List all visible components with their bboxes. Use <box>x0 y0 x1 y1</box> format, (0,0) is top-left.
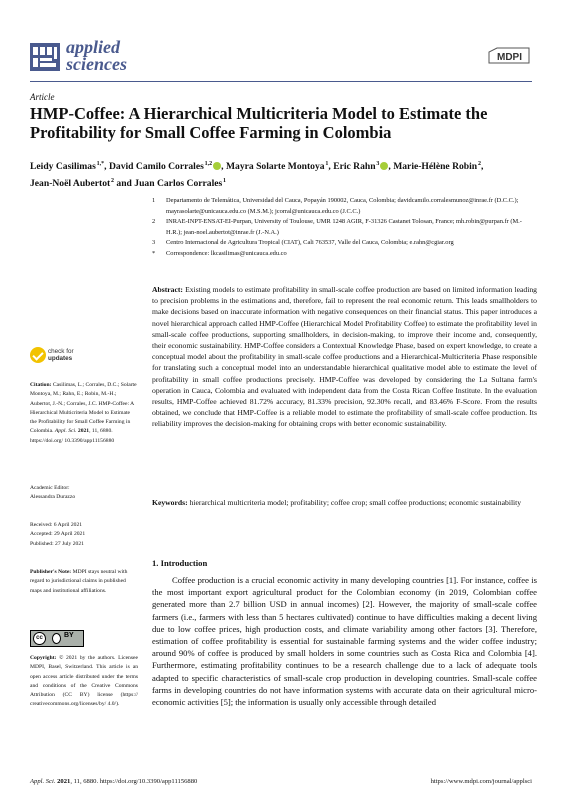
author-affil-sup: 2 <box>477 161 481 167</box>
citation-text: Casilimas, L.; Corrales, D.C.; Solarte Montoya, M.; Rahn, E.; Robin, M.-H.; Aubertot, J.-N.; Corrales, J.C. HMP-Coffee: A Hierarchical Multicriteria Model to Estimate the Profitability for Small Coffee Farming in Colombia. <box>30 382 137 435</box>
introduction-text: Coffee production is a crucial economic activity in many developing countries [1]. For instance, coffee is the most important export agricultural product for the Colombian economy (in 2019, Colombian coffee generated more than 2.7 billion USD in annual incomes) [2]. However, the majority of small-scale coffee farmers (i.e., farmers with less than 5 hectares cultivated) continue to have difficulties making a decent living due to low coffee prices, high production costs, and climate variability among other factors [3]. Therefore, estimation of coffee profitability is essential for sustainable farming systems and the wider coffee industry; around 90% of coffee is produced by small holders in some countries such as Costa Rica and Colombia [4]. Furthermore, estimating profitability continues to be a research challenge due to a lack of adequate tools adapted to specific characteristics of small-scale crop production in developing countries. Small-scale coffee farms in developing countries do not have information systems with accurate data on their agricultural micro-economic activities [5]; the information is usually only accessible through detailed <box>152 575 537 708</box>
footer-journal: Appl. Sci. <box>30 778 56 785</box>
check-updates-line2: updates <box>48 355 73 362</box>
check-updates-line1: check for <box>48 348 74 355</box>
orcid-icon[interactable] <box>213 161 224 173</box>
publisher-label: MDPI <box>497 52 522 63</box>
citation-block <box>30 381 138 446</box>
cc-by-license-badge[interactable] <box>30 630 84 647</box>
affiliation-number: 3 <box>152 239 156 247</box>
affiliation-item <box>152 249 537 260</box>
abstract-text: Existing models to estimate profitability in small-scale coffee production are based on limited information leading to precision problems in the estimations and, therefore, fail to represent the real economic return. This leads smallholders to make decisions based on inaccurate information with negative consequences on their financial status. This paper introduces a novel hierarchical approach called HMP-Coffee (Hierarchical Model Profitability Coffee) to estimate the profitability level in small-scale coffee productions, supporting smallholders, in decision-making, to improve their income and, consequently, their economic sustainability. HMP-Coffee considers a Contextual Knowledge Phase, based on expert knowledge, to create a conceptual model about the profitability in small-scale coffee productions and a Hierarchical-Multicriteria Phase responsible for translating such a conceptual model into an understandable hierarchical qualitative model able to estimate the level of profitability in small coffee productions precisely. HMP-Coffee was developed by considering the La Sultana farm's operation in Cauca, Colombia and evaluated with independent data from the Costa Rican Coffee Institute. In the evaluation results, HMP-Coffee achieved 81.72% accuracy, 81.33% precision, 92.30% recall, and 83.46% F-Score. From the results obtained, we conclude that HMP-Coffee is a reliable model to estimate the profitability of small-scale coffee production. Its reliability improves the decision-making for obtaining crops with better economic sustainability. <box>152 285 537 429</box>
author-affil-sup: 1,2 <box>204 161 213 167</box>
affiliation-item <box>152 196 537 217</box>
check-for-updates-badge[interactable] <box>30 347 95 375</box>
journal-name-line2: sciences <box>66 54 127 74</box>
copyright-block <box>30 654 138 710</box>
author-name: Eric Rahn <box>333 161 376 173</box>
article-type: Article <box>30 92 55 102</box>
footer-citation <box>30 778 197 785</box>
footer-year: 2021 <box>57 778 71 785</box>
affiliation-text: INRAE-INPT-ENSAT-EI-Purpan, University of Toulouse, UMR 1248 AGIR, F-31326 Castanet Tolosan, France; mh.robin@purpan.fr (M.-H.R.); jean-noel.aubertot@inrae.fr (J.-N.A.) <box>166 218 522 236</box>
copyright-label: Copyright: <box>30 655 57 661</box>
author-separator: , <box>328 161 331 173</box>
abstract-label: Abstract: <box>152 285 183 294</box>
accepted-date: Accepted: 29 April 2021 <box>30 531 86 538</box>
affiliation-item <box>152 238 537 249</box>
author-separator: and <box>116 178 132 190</box>
author-name: Jean-Noël Aubertot <box>30 178 111 190</box>
author-name: Juan Carlos Corrales <box>134 178 223 190</box>
academic-editor-label: Academic Editor: <box>30 485 70 491</box>
author-separator: , <box>480 161 484 173</box>
affiliation-number: * <box>152 249 156 257</box>
author-separator: , <box>221 161 224 173</box>
author-separator: , <box>104 161 107 173</box>
attribution-icon <box>52 633 61 644</box>
author-name: Marie-Hélène Robin <box>393 161 478 173</box>
published-date: Published: 27 July 2021 <box>30 540 84 547</box>
paper-title: HMP-Coffee: A Hierarchical Multicriteria Model to Estimate the Profitability for Small Coffee Farming in Colombia <box>30 104 488 142</box>
affiliation-number: 2 <box>152 218 156 226</box>
dates-block <box>30 521 138 549</box>
journal-name[interactable] <box>66 39 127 73</box>
author-affil-sup: 1 <box>325 161 329 167</box>
cc-by-section <box>49 631 83 646</box>
author-name: David Camilo Corrales <box>108 161 204 173</box>
citation-year: 2021 <box>77 428 90 435</box>
author-affil-sup: 2 <box>111 178 115 185</box>
cc-icon: cc <box>33 632 46 645</box>
header-rule <box>30 81 532 82</box>
keywords-text: hierarchical multicriteria model; profitability; coffee crop; small coffee productions; economic sustainability <box>189 498 522 507</box>
publisher-note-text: MDPI stays neutral with regard to jurisdictional claims in published maps and institutional affiliations. <box>30 569 128 594</box>
author-list <box>30 157 535 191</box>
mdpi-logo-icon[interactable] <box>488 47 530 64</box>
journal-logo-icon <box>30 43 60 71</box>
author-affil-sup: 3 <box>376 161 380 167</box>
author-name: Leidy Casilimas <box>30 161 96 173</box>
keywords <box>152 497 537 508</box>
check-updates-text <box>48 348 74 362</box>
section-heading-introduction: 1. Introduction <box>152 558 208 568</box>
introduction-paragraph <box>152 574 537 708</box>
keywords-label: Keywords: <box>152 498 188 507</box>
citation-journal: Appl. Sci. <box>54 428 77 435</box>
publisher-note-label: Publisher's Note: <box>30 569 72 575</box>
affiliation-text: Correspondence: lkcasilimas@unicauca.edu.co <box>166 249 287 257</box>
journal-name-line1: applied <box>66 37 120 57</box>
citation-label: Citation: <box>30 382 52 388</box>
footer-journal-url[interactable]: https://www.mdpi.com/journal/applsci <box>430 778 532 785</box>
author-name: Mayra Solarte Montoya <box>225 161 325 173</box>
author-separator: , <box>388 161 391 173</box>
affiliation-text: Centro Internacional de Agricultura Tropical (CIAT), Cali 763537, Valle del Cauca, Colombia; e.rahn@cgiar.org <box>166 239 454 247</box>
copyright-text: © 2021 by the authors. Licensee MDPI, Basel, Switzerland. This article is an open access article distributed under the terms and conditions of the Creative Commons Attribution (CC BY) license (https:// creativecommons.org/licenses/by/ 4.0/). <box>30 655 138 708</box>
author-affil-sup: 1,* <box>96 161 105 167</box>
affiliation-number: 1 <box>152 197 156 204</box>
footer-doi-link[interactable]: , 11, 6880. https://doi.org/10.3390/app11156880 <box>70 778 198 785</box>
author-affil-sup: 1 <box>223 178 227 185</box>
abstract <box>152 284 537 430</box>
cc-by-label: BY <box>64 632 74 639</box>
citation-doi-link[interactable]: , 11, 6880. https://doi.org/ 10.3390/app11156880 <box>30 428 115 444</box>
affiliation-item <box>152 217 537 238</box>
academic-editor-block <box>30 484 138 503</box>
affiliations <box>152 196 537 260</box>
received-date: Received: 6 April 2021 <box>30 522 83 528</box>
academic-editor-name: Alessandra Durazzo <box>30 494 76 501</box>
affiliation-text: Departamento de Telemática, Universidad del Cauca, Popayán 190002, Cauca, Colombia; davidcamilo.corralesmunoz@inrae.fr (D.C.C.); mayrasolarte@unicauca.edu.co (M.S.M.); jcorral@unicauca.edu.co (J.C.C.) <box>166 197 519 215</box>
check-updates-icon <box>30 347 46 363</box>
publisher-note <box>30 568 138 596</box>
